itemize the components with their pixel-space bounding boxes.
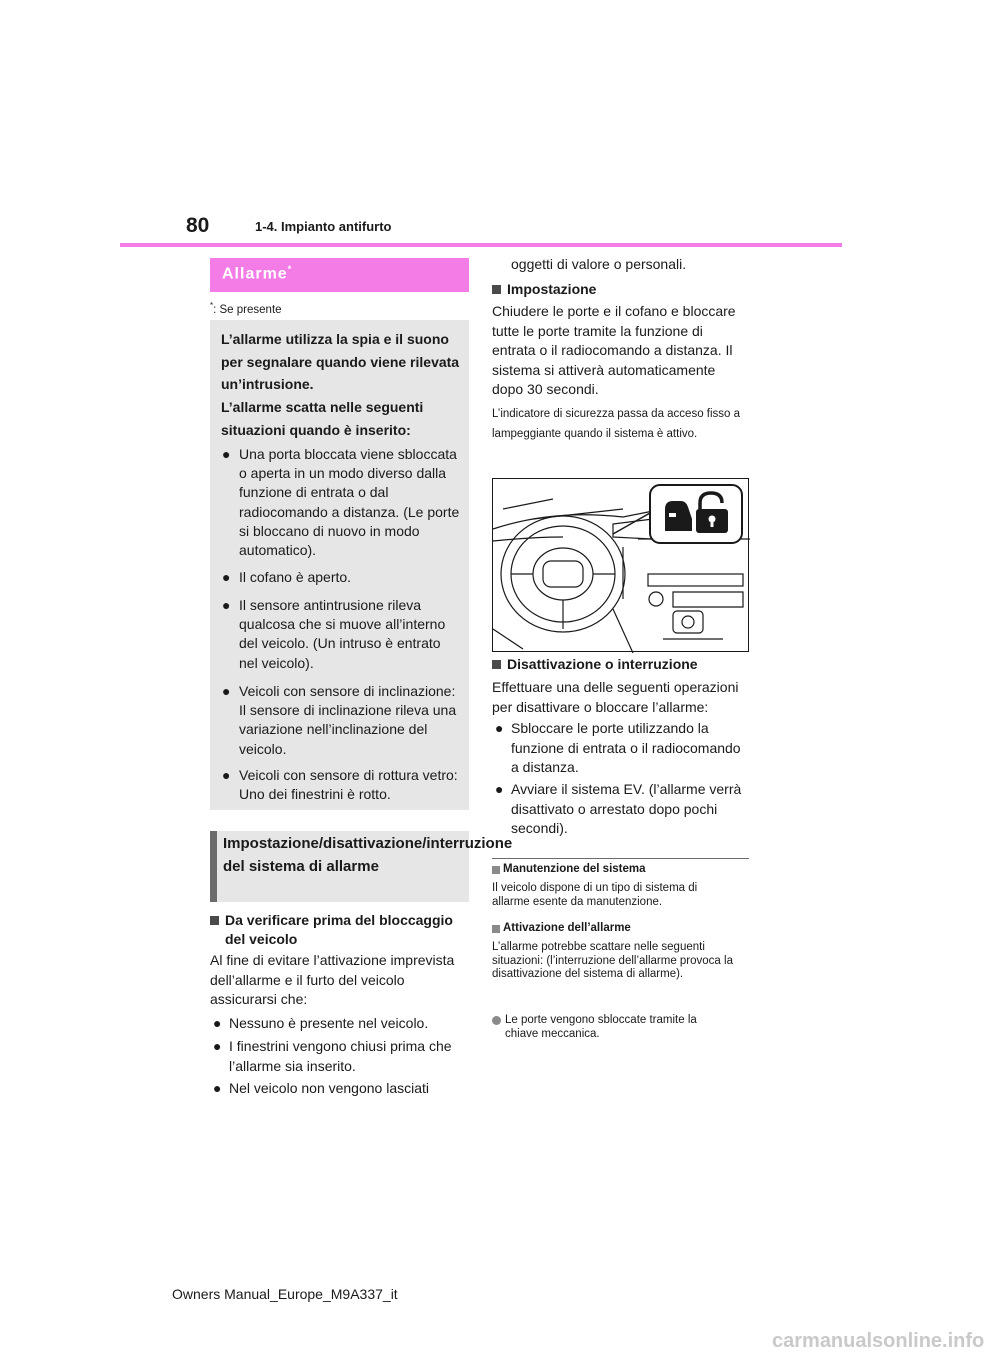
check-text: Al fine di evitare l’attivazione imprevista dell’allarme e il furto del veicolo assicurarsi che: (210, 952, 455, 1007)
list-item: ● Il sensore antintrusione rileva qualcosa che si muove all’interno del veicolo. (Un intruso è entrato nel veicolo). (222, 597, 446, 671)
square-bullet-icon (210, 916, 219, 925)
list-item: ● Una porta bloccata viene sbloccata o aperta in un modo diverso dalla funzione di entrata o dal radiocomando a distanza. (Le porte si bloccano di nuovo in modo automatico). (222, 446, 460, 559)
alarm-trigger-intro: L’allarme scatta nelle seguenti situazioni quando è inserito: (221, 399, 424, 438)
section-title: 1-4. Impianto antifurto (255, 219, 392, 234)
list-item: ● Il cofano è aperto. (222, 569, 352, 585)
square-bullet-icon (492, 660, 501, 669)
footer-text: Owners Manual_Europe_M9A337_it (172, 1286, 398, 1302)
header-rule (120, 243, 842, 247)
list-item: Le porte vengono sbloccate tramite la chiave meccanica. (492, 1014, 732, 1041)
maintenance-heading: Manutenzione del sistema (492, 863, 749, 875)
list-item: ● Veicoli con sensore di rottura vetro: Uno dei finestrini è rotto. (222, 767, 458, 803)
setting-section-box (210, 831, 513, 902)
deactivate-heading: Disattivazione o interruzione (492, 655, 749, 674)
check-continuation: oggetti di valore o personali. (511, 256, 687, 272)
list-item: ● Nel veicolo non vengono lasciati (213, 1080, 430, 1096)
list-item: ● I finestrini vengono chiusi prima che l’allarme sia inserito. (213, 1038, 452, 1074)
footnote: *: Se presente (210, 301, 282, 316)
activation-heading: Attivazione dell’allarme (492, 922, 749, 934)
section-bar (210, 831, 217, 902)
alarm-banner (210, 258, 469, 292)
setting-section-title: Impostazione/disattivazione/interruzione del sistema di allarme (223, 835, 513, 875)
alarm-title: Allarme* (222, 264, 293, 283)
check-heading: Da verificare prima del bloccaggio del veicolo (210, 911, 469, 949)
setting-text: Chiudere le porte e il cofano e bloccare tutte le porte tramite la funzione di entrata o il radiocomando a distanza. Il sistema si attiverà automaticamente dopo 30 secondi. (492, 303, 736, 397)
dashboard-illustration (492, 478, 749, 652)
activation-text: L’allarme potrebbe scattare nelle seguenti situazioni: (l’interruzione dell’allarme provoca la disattivazione del sistema di allarme). (492, 941, 733, 980)
maintenance-text: Il veicolo dispone di un tipo di sistema di allarme esente da manutenzione. (492, 882, 698, 908)
list-item: ● Avviare il sistema EV. (l’allarme verrà disattivato o arrestato dopo pochi secondi). (495, 781, 742, 836)
list-item: ● Sbloccare le porte utilizzando la funzione di entrata o il radiocomando a distanza. (495, 720, 741, 775)
notes-divider (492, 858, 749, 859)
steering-wheel-image (493, 479, 750, 653)
circle-bullet-icon (492, 1016, 501, 1025)
page-number: 80 (186, 214, 210, 237)
list-item: ● Veicoli con sensore di inclinazione: Il sensore di inclinazione rileva una variazione nell’inclinazione del veicolo. (222, 683, 457, 757)
square-bullet-icon (492, 925, 500, 933)
list-item: ● Nessuno è presente nel veicolo. (213, 1015, 429, 1031)
alarm-info-box (210, 320, 469, 810)
setting-indicator-note: L’indicatore di sicurezza passa da acceso fisso a lampeggiante quando il sistema è attivo. (492, 408, 741, 440)
watermark: carmanualsonline.info (772, 1330, 984, 1352)
deactivate-text: Effettuare una delle seguenti operazioni per disattivare o bloccare l’allarme: (492, 679, 739, 715)
setting-heading: Impostazione (492, 280, 749, 299)
alarm-intro: L’allarme utilizza la spia e il suono per segnalare quando viene rilevata un’intrusione. (221, 331, 460, 392)
square-bullet-icon (492, 866, 500, 874)
square-bullet-icon (492, 285, 501, 294)
